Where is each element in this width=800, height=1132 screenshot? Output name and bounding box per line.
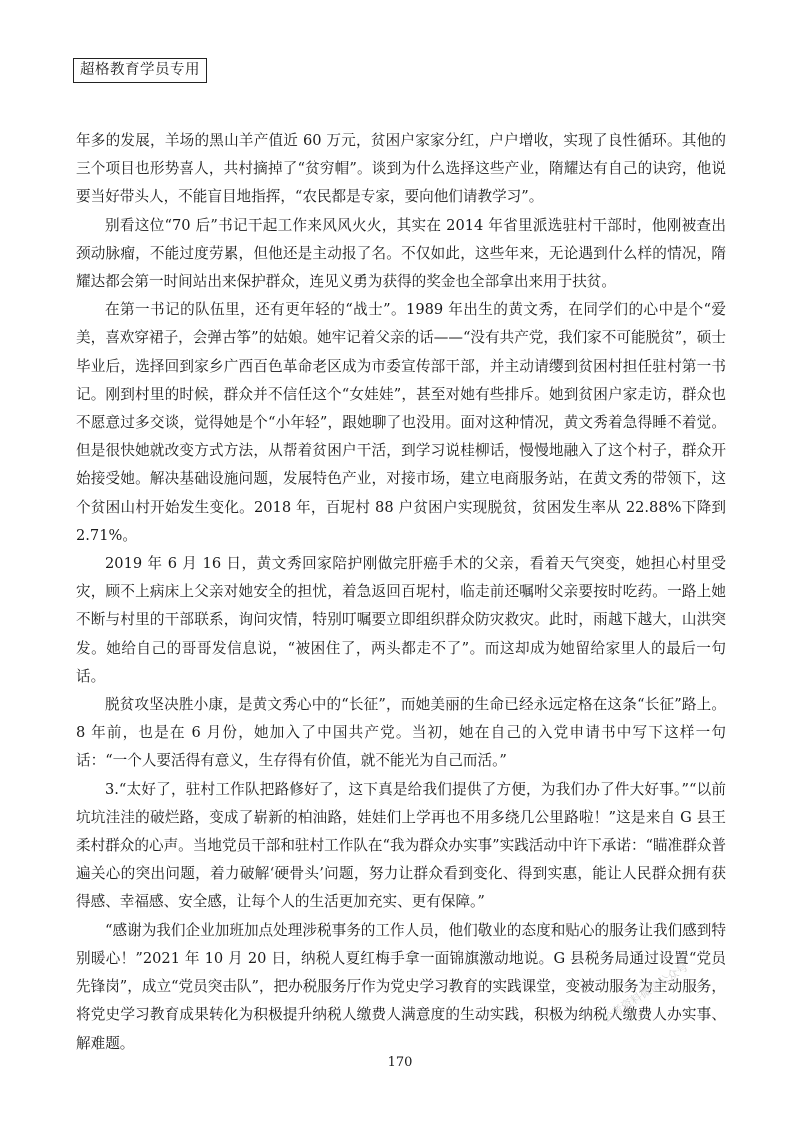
paragraph: 3.“太好了，驻村工作队把路修好了，这下真是给我们提供了方便，为我们办了件大好事。”“以前坑坑洼洼的破烂路，变成了崭新的柏油路，娃娃们上学再也不用多绕几公里路啦！”这是来自 G 县王柔村群众的心声。当地党员干部和驻村工作队在“我为群众办实事”实践活动中许下承诺：“瞄准群众普遍关心的突出问题，着力破解‘硬骨头’问题，努力让群众看到变化、得到实惠，能让人民群众拥有获得感、幸福感、安全感，让每个人的生活更加充实、更有保障。” [76,780,726,911]
paragraph: 年多的发展，羊场的黑山羊产值近 60 万元，贫困户家家分红，户户增收，实现了良性循环。其他的三个项目也形势喜人，共村摘掉了“贫穷帽”。谈到为什么选择这些产业，隋耀达有自己的诀窍，他说要当好带头人，不能盲目地指挥，“农民都是专家，要向他们请教学习”。 [76,132,726,206]
document-body [76,127,726,1058]
paragraph: 在第一书记的队伍里，还有更年轻的“战士”。1989 年出生的黄文秀，在同学们的心中是个“爱美，喜欢穿裙子，会弹古筝”的姑娘。她牢记着父亲的话——“没有共产党，我们家不可能脱贫”，硕士毕业后，选择回到家乡广西百色革命老区成为市委宣传部干部，并主动请缨到贫困村担任驻村第一书记。刚到村里的时候，群众并不信任这个“女娃娃”，甚至对她有些排斥。她到贫困户家走访，群众也不愿意过多交谈，觉得她是个“小年轻”，跟她聊了也没用。面对这种情况，黄文秀着急得睡不着觉。但是很快她就改变方式方法，从帮着贫困户干活，到学习说桂柳话，慢慢地融入了这个村子，群众开始接受她。解决基础设施问题，发展特色产业，对接市场，建立电商服务站，在黄文秀的带领下，这个贫困山村开始发生变化。2018 年，百坭村 88 户贫困户实现脱贫，贫困发生率从 22.88%下降到 2.71%。 [76,301,726,544]
watermark: 公考资料微信公众号 [600,960,691,1026]
paragraph: “感谢为我们企业加班加点处理涉税事务的工作人员，他们敬业的态度和贴心的服务让我们感到特别暖心！”2021 年 10 月 20 日，纳税人夏红梅手拿一面锦旗激动地说。G 县税务局通过设置“党员先锋岗”，成立“党员突击队”，把办税服务厅作为党史学习教育的实践课堂，变被动服务为主动服务，将党史学习教育成果转化为积极提升纳税人缴费人满意度的生动实践，积极为纳税人缴费人办实事、解难题。 [76,921,726,1052]
paragraph: 2019 年 6 月 16 日，黄文秀回家陪护刚做完肝癌手术的父亲，看着天气突变，她担心村里受灾，顾不上病床上父亲对她安全的担忧，着急返回百坭村，临走前还嘱咐父亲要按时吃药。一路上她不断与村里的干部联系，询问灾情，特别叮嘱要立即组织群众防灾救灾。此时，雨越下越大，山洪突发。她给自己的哥哥发信息说，“被困住了，两头都走不了”。而这却成为她留给家里人的最后一句话。 [76,555,726,685]
paragraph: 别看这位“70 后”书记干起工作来风风火火，其实在 2014 年省里派选驻村干部时，他刚被查出颈动脉瘤，不能过度劳累，但他还是主动报了名。不仅如此，这些年来，无论遇到什么样的情况，隋耀达都会第一时间站出来保护群众，连见义勇为获得的奖金也全部拿出来用于扶贫。 [76,216,726,291]
header-label: 超格教育学员专用 [73,58,207,83]
paragraph: 脱贫攻坚决胜小康，是黄文秀心中的“长征”，而她美丽的生命已经永远定格在这条“长征”路上。8 年前，也是在 6 月份，她加入了中国共产党。当初，她在自己的入党申请书中写下这样一句话：“一个人要活得有意义，生存得有价值，就不能光为自己而活。” [76,696,726,770]
page-number: 170 [387,1055,413,1070]
